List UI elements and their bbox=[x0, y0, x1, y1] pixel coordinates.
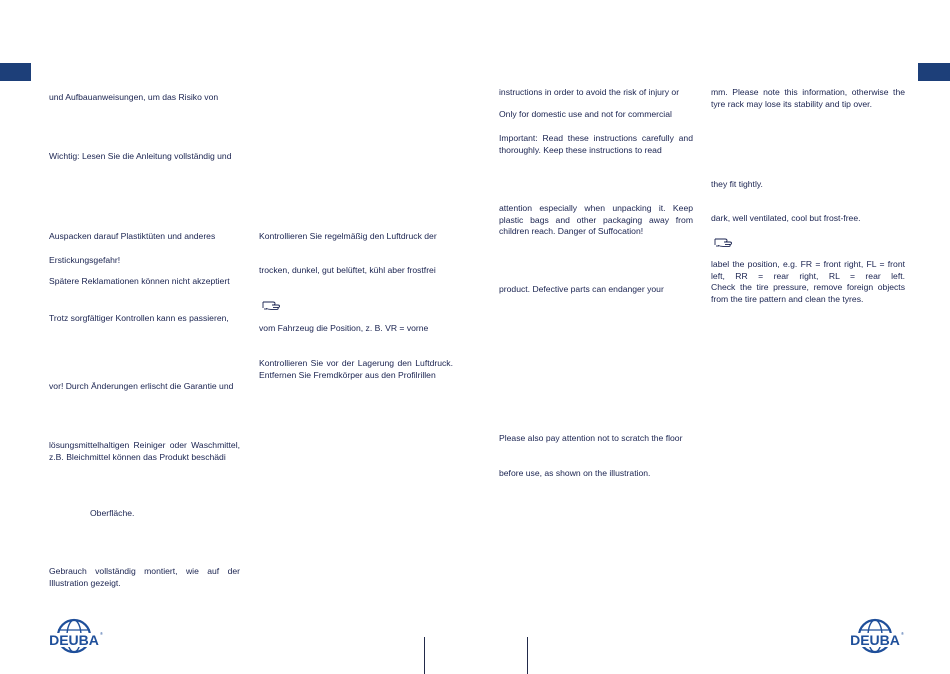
page-tab-left bbox=[0, 63, 31, 81]
text-line: before use, as shown on the illustration. bbox=[499, 468, 651, 478]
en-right-para-4 bbox=[711, 259, 905, 305]
svg-text:DEUBA: DEUBA bbox=[49, 632, 99, 648]
pointing-hand-icon bbox=[262, 299, 282, 311]
de-left-para-1 bbox=[49, 92, 240, 104]
text-line: Gebrauch vollständig montiert, wie auf der bbox=[49, 566, 240, 576]
de-right-para-4 bbox=[259, 358, 453, 381]
de-left-para-6 bbox=[49, 313, 240, 325]
en-left-para-1 bbox=[499, 87, 693, 99]
de-left-para-9 bbox=[90, 508, 134, 520]
fold-line-right bbox=[527, 637, 528, 674]
text-line: Wichtig: Lesen Sie die Anleitung vollständig und bbox=[49, 151, 232, 161]
de-right-para-2 bbox=[259, 265, 453, 277]
text-line: Please also pay attention not to scratch the floor bbox=[499, 433, 683, 443]
text-line: Kontrollieren Sie vor der Lagerung den Luftdruck. bbox=[259, 358, 453, 368]
svg-text:®: ® bbox=[901, 631, 904, 636]
text-line: instructions in order to avoid the risk of injury or bbox=[499, 87, 680, 97]
deuba-logo bbox=[845, 618, 905, 664]
text-line: z.B. Bleichmittel können das Produkt beschädi bbox=[49, 451, 226, 462]
text-line: attention especially when unpacking it. Keep bbox=[499, 203, 693, 213]
de-left-para-10 bbox=[49, 566, 240, 589]
en-left-para-6 bbox=[499, 433, 693, 445]
text-line: children reach. Danger of Suffocation! bbox=[499, 226, 644, 236]
text-line: Only for domestic use and not for commercial bbox=[499, 109, 672, 119]
deuba-logo bbox=[44, 618, 104, 664]
text-line: Auspacken darauf Plastiktüten und anderes bbox=[49, 231, 216, 241]
text-line: plastic bags and other packaging away from bbox=[499, 214, 693, 225]
text-line: Kontrollieren Sie regelmäßig den Luftdruck der bbox=[259, 231, 437, 241]
en-left-para-4 bbox=[499, 203, 693, 238]
svg-text:®: ® bbox=[100, 631, 103, 636]
de-left-para-4 bbox=[49, 255, 240, 267]
text-line: mm. Please note this information, otherwise the bbox=[711, 87, 905, 97]
text-line: Entfernen Sie Fremdkörper aus den Profilrillen bbox=[259, 369, 436, 380]
en-right-para-3 bbox=[711, 213, 861, 225]
text-line: tyre rack may lose its stability and tip over. bbox=[711, 98, 872, 109]
en-left-para-2 bbox=[499, 109, 693, 121]
svg-text:DEUBA: DEUBA bbox=[850, 632, 900, 648]
en-right-para-2 bbox=[711, 179, 763, 191]
text-line: vor! Durch Änderungen erlischt die Garantie und bbox=[49, 381, 234, 391]
text-line: from the tire pattern and clean the tyres. bbox=[711, 293, 864, 304]
fold-line-left bbox=[424, 637, 425, 674]
de-left-para-7 bbox=[49, 381, 240, 393]
de-right-para-3 bbox=[259, 323, 453, 335]
text-line: left, RR = rear right, RL = rear left. bbox=[711, 270, 905, 281]
pointing-hand-icon bbox=[714, 236, 734, 248]
text-line: dark, well ventilated, cool but frost-free. bbox=[711, 213, 861, 223]
text-line: lösungsmittelhaltigen Reiniger oder Waschmittel, bbox=[49, 440, 240, 450]
de-left-para-3 bbox=[49, 231, 240, 243]
de-left-para-2 bbox=[49, 151, 240, 163]
text-line: trocken, dunkel, gut belüftet, kühl aber frostfrei bbox=[259, 265, 436, 275]
text-line: Check the tire pressure, remove foreign objects bbox=[711, 282, 905, 292]
text-line: Illustration gezeigt. bbox=[49, 577, 121, 588]
text-line: label the position, e.g. FR = front right, FL = front bbox=[711, 259, 905, 269]
text-line: product. Defective parts can endanger your bbox=[499, 284, 664, 294]
text-line: vom Fahrzeug die Position, z. B. VR = vorne bbox=[259, 323, 429, 333]
text-line: Erstickungsgefahr! bbox=[49, 255, 121, 265]
de-left-para-8 bbox=[49, 440, 240, 463]
en-left-para-7 bbox=[499, 468, 650, 480]
en-left-para-5 bbox=[499, 284, 693, 296]
de-left-para-5 bbox=[49, 276, 240, 288]
text-line: thoroughly. Keep these instructions to read bbox=[499, 144, 662, 155]
de-right-para-1 bbox=[259, 231, 453, 243]
page-tab-right bbox=[918, 63, 950, 81]
text-line: Spätere Reklamationen können nicht akzeptiert bbox=[49, 276, 230, 286]
text-line: Oberfläche. bbox=[90, 508, 135, 518]
text-line: Trotz sorgfältiger Kontrollen kann es passieren, bbox=[49, 313, 229, 323]
text-line: Important: Read these instructions carefully and bbox=[499, 133, 693, 143]
en-left-para-3 bbox=[499, 133, 693, 156]
text-line: they fit tightly. bbox=[711, 179, 763, 189]
en-right-para-1 bbox=[711, 87, 905, 110]
text-line: und Aufbauanweisungen, um das Risiko von bbox=[49, 92, 219, 102]
